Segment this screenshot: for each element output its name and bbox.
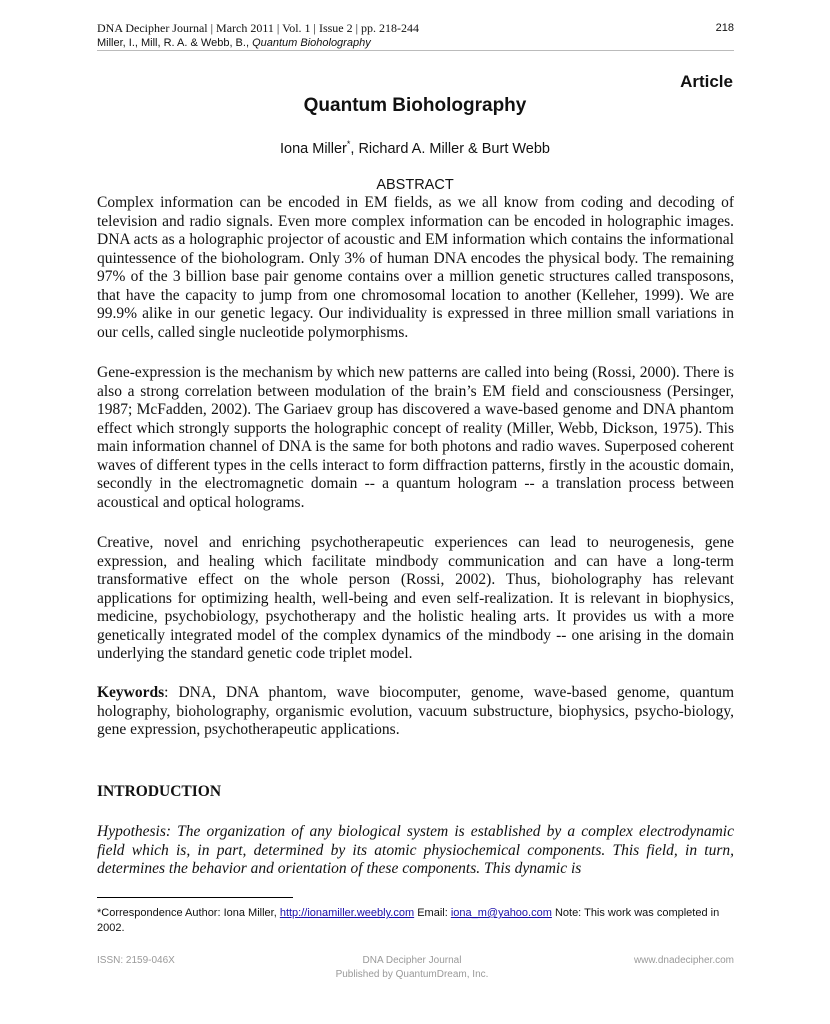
abstract-paragraph: Complex information can be encoded in EM fields, as we all know from coding and decoding of television and radio signals. Even more complex information can be encoded in holographic images. DNA acts as a holographic projector of acoustic and EM information which contains the informational quintessence of the biohologram. Only 3% of human DNA encodes the physical body. The remaining 97% of the 3 billion base pair genome contains over a million genetic structures called transposons, that have the capacity to jump from one chromosomal location to another (Kelleher, 1999). We are 99.9% alike in our genetic legacy. Our individuality is expressed in three million small variations in our cells, called single nucleotide polymorphisms. xyxy=(97,194,734,341)
header-divider xyxy=(97,50,734,51)
citation-title: Quantum Biohologrаphy xyxy=(252,37,371,49)
other-authors: , Richard A. Miller & Burt Webb xyxy=(350,140,550,157)
abstract-paragraph: Gene-expression is the mechanism by which new patterns are called into being (Rossi, 2000). There is also a strong correlation between modulation of the brain’s EM field and consciousness (Persinger, 1987; McFadden, 2002). The Gariaev group has discovered a wave-based genome and DNA phantom effect which strongly supports the holographic concept of reality (Miller, Webb, Dickson, 1975). This main information channel of DNA is the same for both photons and radio waves. Superposed coherent waves of different types in the cells interact to form diffraction patterns, firstly in the acoustic domain, secondly in the electromagnetic domain -- a quantum hologram -- a translation process between acoustical and optical holograms. xyxy=(97,364,734,511)
correspondence-mark: * xyxy=(346,139,351,149)
footer-website: www.dnadecipher.com xyxy=(633,955,734,966)
introduction-heading: INTRODUCTION xyxy=(97,783,222,800)
keywords-text: : DNA, DNA phantom, wave biocomputer, genome, wave-based genome, quantum holography, biohologrаphy, organismic evolution, vacuum substructure, biophysics, psycho-biology, gene expression, psychotherapeutic applications. xyxy=(97,684,734,738)
footnote-note: Note: This work was completed in 2002. xyxy=(97,907,720,934)
footnote-divider xyxy=(97,897,293,898)
first-author: Iona Miller xyxy=(280,140,347,157)
footer-center xyxy=(97,954,727,982)
footer-issn: ISSN: 2159-046X xyxy=(97,955,175,966)
abstract-heading: ABSTRACT xyxy=(376,177,454,193)
paper-title: Quantum Biohologrаphy xyxy=(303,95,527,116)
keywords xyxy=(97,684,734,740)
keywords-label: Keywords xyxy=(97,684,165,701)
article-type-label: Article xyxy=(680,72,733,91)
hypothesis-paragraph: Hypothesis: The organization of any biological system is established by a complex electrodynamic field which is, in part, determined by its atomic physiochemical components. This field, in turn, determines the behavior and orientation of these components. This dynamic is xyxy=(97,823,734,877)
abstract-paragraph: Creative, novel and enriching psychotherapeutic experiences can lead to neurogenesis, gene expression, and healing which facilitate mindbody communication and can have a long-term transformative effect on the whole person (Rossi, 2002). Thus, biohologrаphy has relevant applications for optimizing health, well-being and even self-realization. It is relevant in biophysics, medicine, psychobiology, psychotherapy and the holistic healing arts. It provides us with a more genetically integrated model of the complex dynamics of the mindbody -- one arising in the domain underlying the standard genetic code triplet model. xyxy=(97,534,734,662)
running-head xyxy=(97,21,734,51)
author-citation xyxy=(97,36,734,51)
citation-authors: Miller, I., Mill, R. A. & Webb, B., xyxy=(97,37,253,49)
footer-journal: DNA Decipher Journal xyxy=(362,955,462,966)
journal-citation: DNA Decipher Journal | March 2011 | Vol. 1 | Issue 2 | pp. 218-244 xyxy=(97,21,420,35)
author-list xyxy=(0,139,830,157)
footer-publisher: Published by QuantumDream, Inc. xyxy=(335,969,489,980)
page-number: 218 xyxy=(715,22,734,34)
footnote-prefix: *Correspondence Author: Iona Miller, xyxy=(97,907,280,919)
author-email-link[interactable]: iona_m@yahoo.com xyxy=(450,907,552,919)
correspondence-footnote xyxy=(97,906,734,936)
email-label: Email: xyxy=(414,907,451,919)
author-website-link[interactable]: http://ionamiller.weebly.com xyxy=(279,907,415,919)
